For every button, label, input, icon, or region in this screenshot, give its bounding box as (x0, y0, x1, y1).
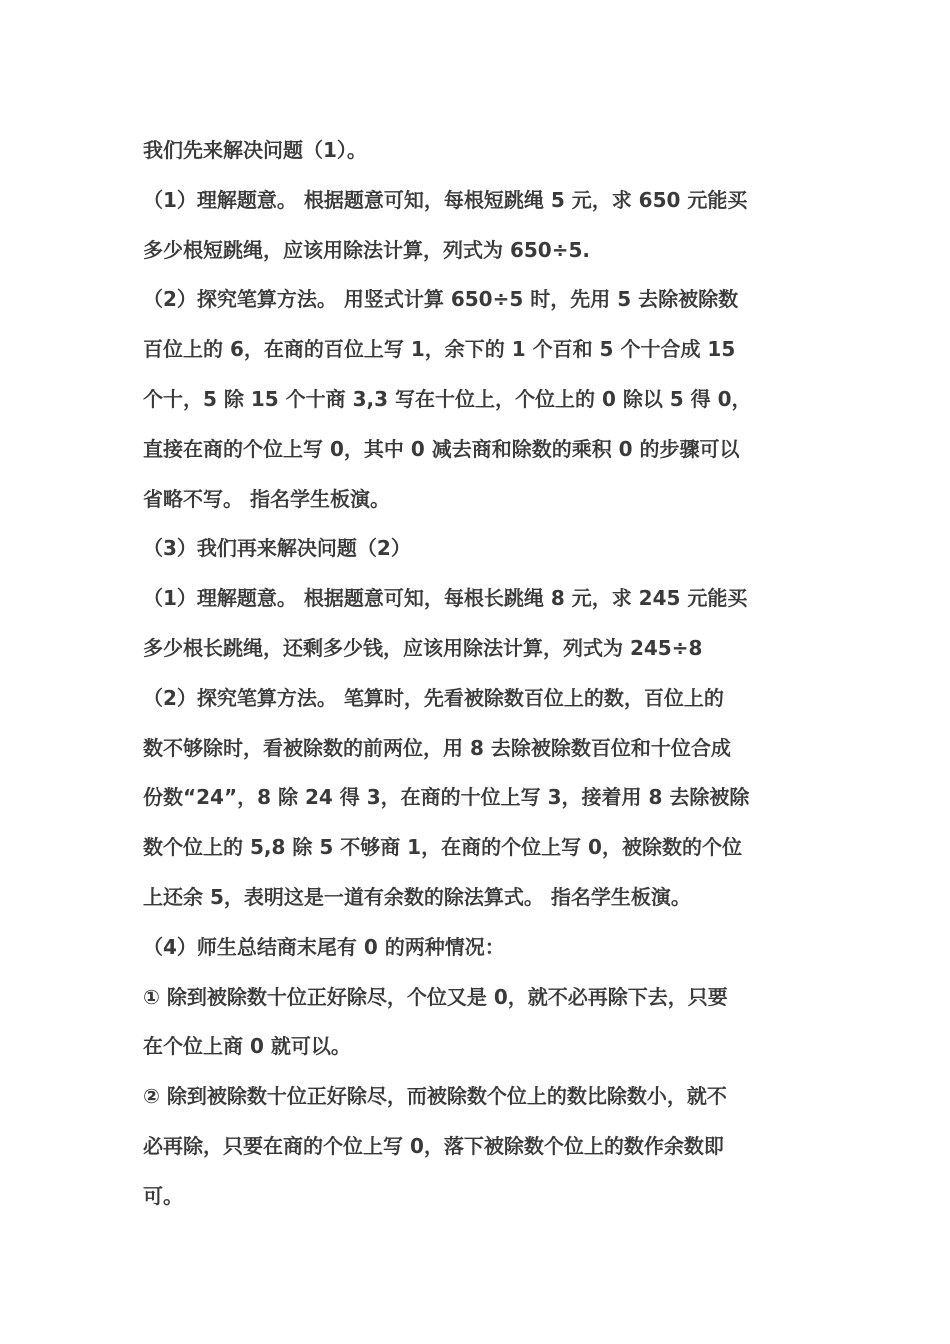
text-line: 省略不写。 指名学生板演。 (143, 486, 390, 511)
text-line: ② 除到被除数十位正好除尽，而被除数个位上的数比除数小，就不 (143, 1084, 727, 1109)
text-line: 上还余 5，表明这是一道有余数的除法算式。 指名学生板演。 (143, 884, 691, 909)
text-line: 可。 (143, 1183, 183, 1208)
text-line: ① 除到被除数十位正好除尽，个位又是 0，就不必再除下去，只要 (143, 984, 728, 1009)
text-line: 百位上的 6，在商的百位上写 1，余下的 1 个百和 5 个十合成 15 (143, 337, 736, 362)
text-line: （4）师生总结商末尾有 0 的两种情况： (143, 934, 505, 959)
text-line: （2）探究笔算方法。 用竖式计算 650÷5 时，先用 5 去除被除数 (143, 287, 739, 312)
text-line: （1）理解题意。 根据题意可知，每根长跳绳 8 元，求 245 元能买 (143, 586, 748, 611)
document-body (143, 126, 813, 1222)
text-line: （2）探究笔算方法。 笔算时，先看被除数百位上的数，百位上的 (143, 685, 724, 710)
text-line: 份数“24”，8 除 24 得 3，在商的十位上写 3，接着用 8 去除被除 (143, 785, 750, 810)
text-line: 在个位上商 0 就可以。 (143, 1034, 351, 1059)
text-line: 个十，5 除 15 个十商 3,3 写在十位上，个位上的 0 除以 5 得 0， (143, 386, 752, 411)
text-line: 数个位上的 5,8 除 5 不够商 1，在商的个位上写 0，被除数的个位 (143, 835, 742, 860)
text-line: 多少根短跳绳，应该用除法计算，列式为 650÷5. (143, 237, 590, 262)
text-line: 直接在商的个位上写 0，其中 0 减去商和除数的乘积 0 的步骤可以 (143, 436, 740, 461)
text-line: 我们先来解决问题（1）。 (143, 138, 367, 162)
text-line: 必再除，只要在商的个位上写 0，落下被除数个位上的数作余数即 (143, 1133, 724, 1158)
text-line: 数不够除时，看被除数的前两位，用 8 去除被除数百位和十位合成 (143, 735, 731, 760)
text-line: （3）我们再来解决问题（2） (143, 536, 411, 561)
text-line: （1）理解题意。 根据题意可知，每根短跳绳 5 元，求 650 元能买 (143, 187, 748, 212)
text-line: 多少根长跳绳，还剩多少钱，应该用除法计算，列式为 245÷8 (143, 635, 703, 660)
